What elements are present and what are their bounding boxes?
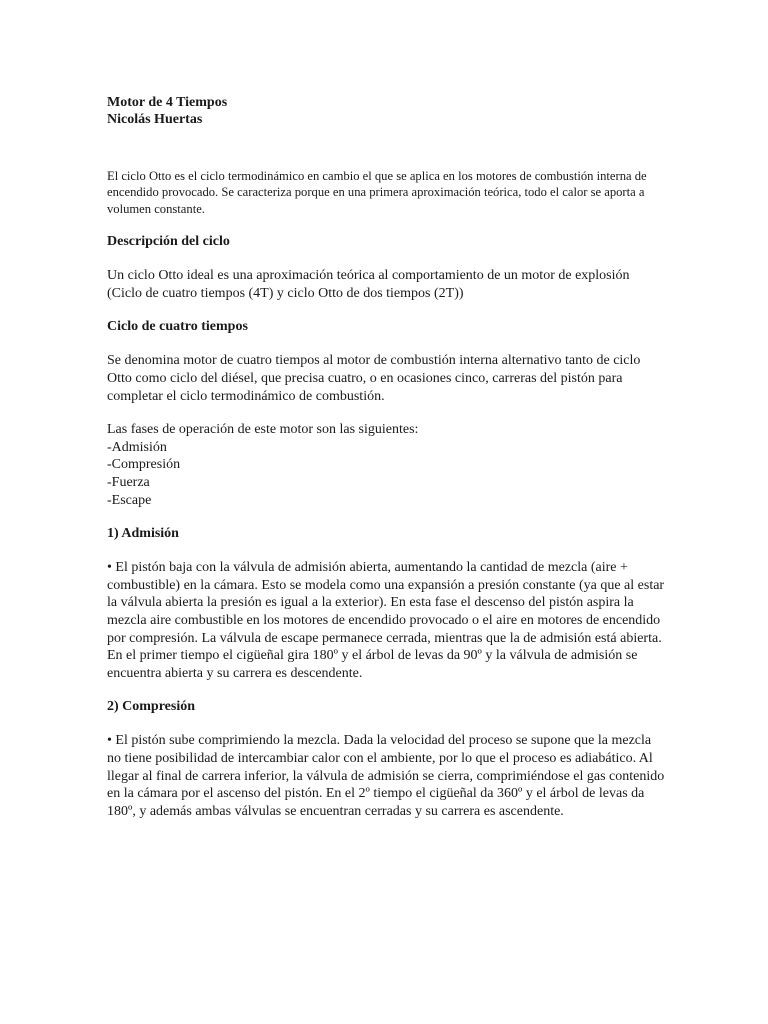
document-page: [107, 94, 667, 820]
document-title: Motor de 4 Tiempos: [107, 95, 228, 110]
list-item: -Admisión: [107, 439, 167, 455]
section-paragraph-descripcion: Un ciclo Otto ideal es una aproximación teórica al comportamiento de un motor de explosión (Ciclo de cuatro tiempos (4T) y ciclo Otto de dos tiempos (2T)): [107, 268, 630, 301]
intro-paragraph: El ciclo Otto es el ciclo termodinámico en cambio el que se aplica en los motores de combustión interna de encendido provocado. Se caracteriza porque en una primera aproximación teórica, todo el calor se aporta a volumen constante.: [107, 169, 647, 216]
list-item: -Escape: [107, 492, 152, 508]
document-author: Nicolás Huertas: [107, 112, 203, 127]
list-item: -Fuerza: [107, 474, 150, 490]
section-paragraph-ciclo: Se denomina motor de cuatro tiempos al motor de combustión interna alternativo tanto de ciclo Otto como ciclo del diésel, que precisa cuatro, o en ocasiones cinco, carreras del pistón para completar el ciclo termodinámico de combustión.: [107, 353, 641, 404]
phases-list: [107, 439, 667, 509]
section-paragraph-compresion: • El pistón sube comprimiendo la mezcla. Dada la velocidad del proceso se supone que la mezcla no tiene posibilidad de intercambiar calor con el ambiente, por lo que el proceso es adiabático. Al llegar al final de carrera inferior, la válvula de admisión se cierra, comprimiéndose el gas contenido en la cámara por el ascenso del pistón. En el 2º tiempo el cigüeñal da 360º y el árbol de levas da 180º, y además ambas válvulas se encuentran cerradas y su carrera es ascendente.: [107, 733, 665, 819]
section-heading-descripcion: Descripción del ciclo: [107, 234, 230, 250]
section-heading-admision: 1) Admisión: [107, 526, 179, 542]
section-paragraph-admision: • El pistón baja con la válvula de admisión abierta, aumentando la cantidad de mezcla (aire + combustible) en la cámara. Esto se modela como una expansión a presión constante (ya que al estar la válvula abierta la presión es igual a la exterior). En esta fase el descenso del pistón aspira la mezcla aire combustible en los motores de encendido provocado o el aire en motores de encendido por compresión. La válvula de escape permanece cerrada, mientras que la de admisión está abierta. En el primer tiempo el cigüeñal gira 180º y el árbol de levas da 90º y la válvula de admisión se encuentra abierta y su carrera es descendente.: [107, 560, 665, 681]
section-heading-compresion: 2) Compresión: [107, 699, 196, 715]
list-item: -Compresión: [107, 457, 181, 473]
section-heading-ciclo: Ciclo de cuatro tiempos: [107, 319, 248, 335]
phases-list-intro: Las fases de operación de este motor son las siguientes:: [107, 422, 419, 438]
